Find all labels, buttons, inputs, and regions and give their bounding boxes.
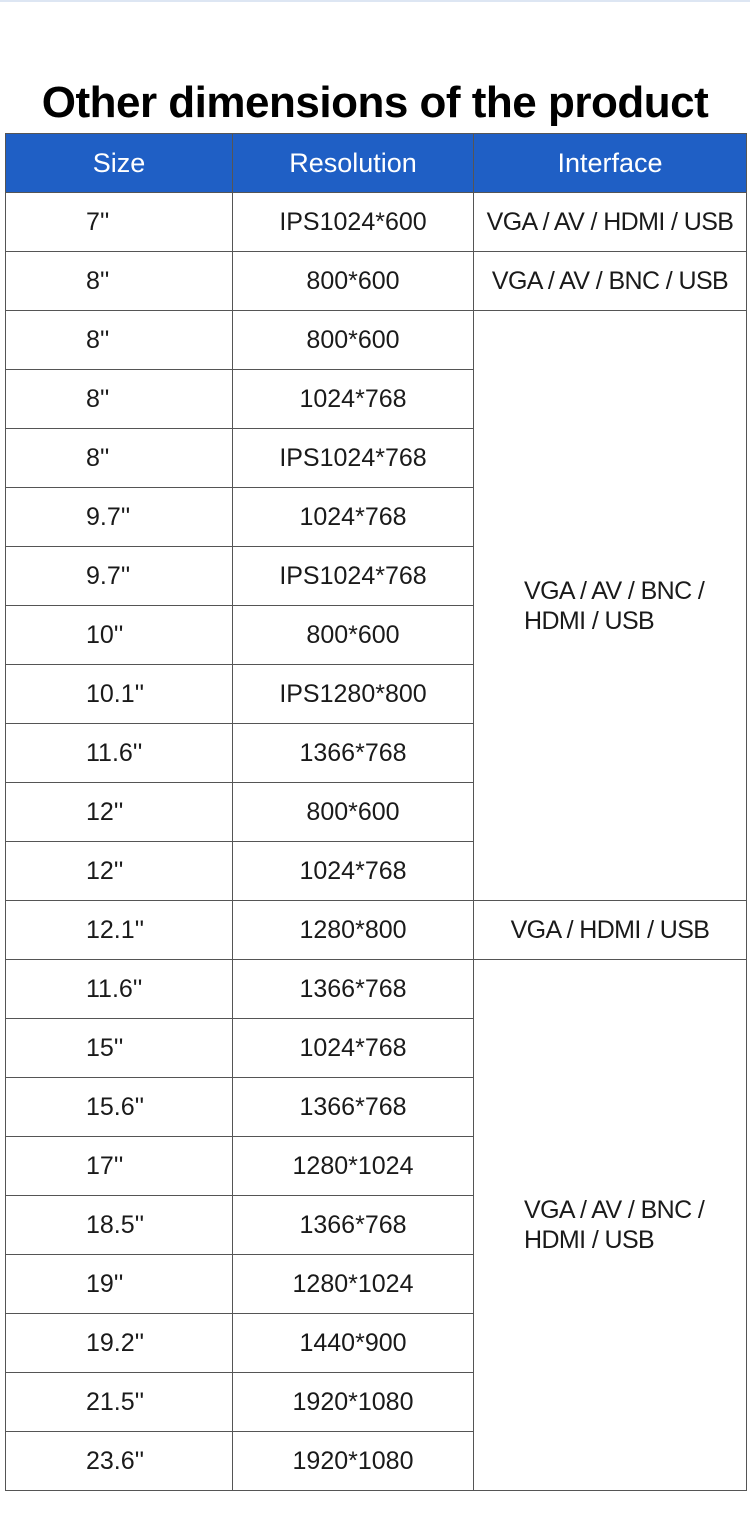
interface-line: VGA / AV / BNC / USB [491, 266, 729, 295]
resolution-cell: IPS1024*768 [233, 429, 474, 488]
page-title: Other dimensions of the product [41, 78, 709, 128]
resolution-cell: 800*600 [233, 311, 474, 370]
size-cell: 8'' [6, 252, 233, 311]
table-row [6, 252, 747, 311]
interface-cell-merged [474, 311, 747, 901]
resolution-cell: 800*600 [233, 783, 474, 842]
size-cell: 12.1'' [6, 901, 233, 960]
resolution-cell: 1366*768 [233, 1078, 474, 1137]
size-cell: 8'' [6, 311, 233, 370]
size-cell: 15'' [6, 1019, 233, 1078]
size-cell: 21.5'' [6, 1373, 233, 1432]
header-interface: Interface [474, 134, 747, 193]
size-cell: 15.6'' [6, 1078, 233, 1137]
size-cell: 17'' [6, 1137, 233, 1196]
size-cell: 11.6'' [6, 960, 233, 1019]
interface-line: HDMI / USB [524, 606, 655, 635]
interface-cell [474, 252, 747, 311]
table-row [6, 960, 747, 1019]
table-row [6, 901, 747, 960]
resolution-cell: 1920*1080 [233, 1373, 474, 1432]
size-cell: 8'' [6, 370, 233, 429]
resolution-cell: 800*600 [233, 252, 474, 311]
table-header-row [6, 134, 747, 193]
size-cell: 18.5'' [6, 1196, 233, 1255]
size-cell: 9.7'' [6, 488, 233, 547]
interface-cell [474, 901, 747, 960]
size-cell: 12'' [6, 783, 233, 842]
header-size: Size [6, 134, 233, 193]
interface-line: VGA / HDMI / USB [510, 915, 710, 944]
resolution-cell: 1280*800 [233, 901, 474, 960]
resolution-cell: 1024*768 [233, 1019, 474, 1078]
dimensions-table [5, 133, 747, 1491]
size-cell: 23.6'' [6, 1432, 233, 1491]
table-row [6, 193, 747, 252]
resolution-cell: 1366*768 [233, 724, 474, 783]
resolution-cell: 1366*768 [233, 1196, 474, 1255]
resolution-cell: 800*600 [233, 606, 474, 665]
header-resolution: Resolution [233, 134, 474, 193]
size-cell: 19'' [6, 1255, 233, 1314]
interface-cell [474, 193, 747, 252]
interface-line: HDMI / USB [524, 1226, 655, 1254]
resolution-cell: 1280*1024 [233, 1137, 474, 1196]
size-cell: 10'' [6, 606, 233, 665]
resolution-cell: IPS1024*600 [233, 193, 474, 252]
resolution-cell: 1440*900 [233, 1314, 474, 1373]
size-cell: 12'' [6, 842, 233, 901]
interface-cell-merged [474, 960, 747, 1491]
resolution-cell: IPS1280*800 [233, 665, 474, 724]
size-cell: 8'' [6, 429, 233, 488]
size-cell: 10.1'' [6, 665, 233, 724]
top-divider [0, 0, 750, 2]
interface-line: VGA / AV / BNC / [524, 576, 705, 605]
resolution-cell: 1280*1024 [233, 1255, 474, 1314]
resolution-cell: IPS1024*768 [233, 547, 474, 606]
interface-line: VGA / AV / BNC / [524, 1196, 705, 1224]
resolution-cell: 1024*768 [233, 842, 474, 901]
resolution-cell: 1920*1080 [233, 1432, 474, 1491]
resolution-cell: 1024*768 [233, 488, 474, 547]
table-row [6, 311, 747, 370]
size-cell: 11.6'' [6, 724, 233, 783]
size-cell: 9.7'' [6, 547, 233, 606]
interface-line: VGA / AV / HDMI / USB [486, 207, 734, 236]
resolution-cell: 1024*768 [233, 370, 474, 429]
size-cell: 19.2'' [6, 1314, 233, 1373]
size-cell: 7'' [6, 193, 233, 252]
resolution-cell: 1366*768 [233, 960, 474, 1019]
